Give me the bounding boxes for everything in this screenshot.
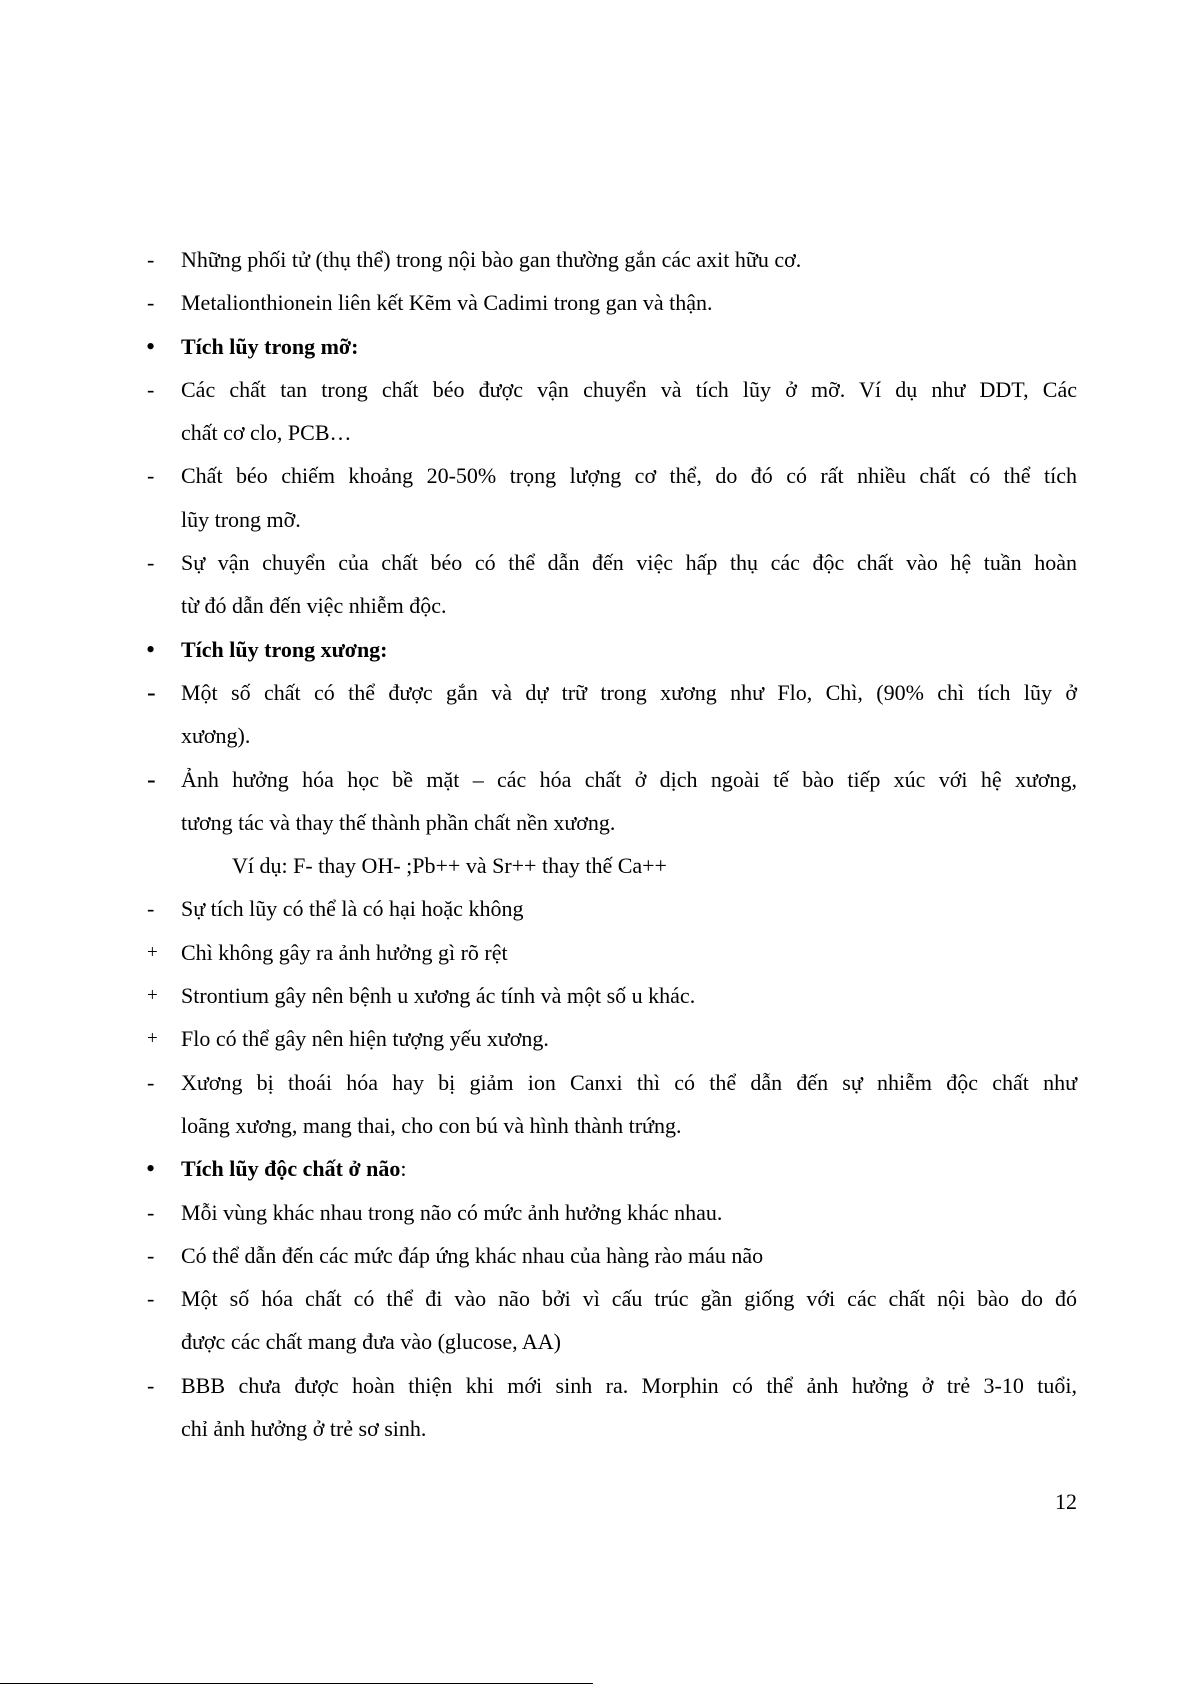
list-item [147,1364,1077,1407]
dash-marker: - [147,896,155,922]
example-text: Ví dụ: F- thay OH- ;Pb++ và Sr++ thay thế Ca++ [232,853,667,879]
list-item [147,454,1077,497]
list-item-continuation [147,714,1077,757]
line-text: chỉ ảnh hưởng ở trẻ sơ sinh. [181,1416,427,1442]
list-item [147,671,1077,714]
line-text: tương tác và thay thế thành phần chất nền xương. [181,809,616,835]
footer-divider [0,1683,593,1684]
dash-marker: - [147,463,155,489]
list-item-continuation [147,801,1077,844]
list-item [147,887,1077,930]
dash-marker: - [147,1069,155,1095]
plus-marker: + [147,985,158,1007]
section-heading [147,628,1077,671]
line-text: Xương bị thoái hóa hay bị giảm ion Canxi thì có thể dẫn đến sự nhiễm độc chất như [181,1069,1077,1095]
section-heading [147,325,1077,368]
dash-marker: - [147,1242,155,1268]
line-text: Strontium gây nên bệnh u xương ác tính và một số u khác. [181,983,696,1009]
dash-marker: - [147,290,155,316]
list-item [147,281,1077,324]
list-item-continuation [147,1407,1077,1450]
dash-marker: - [147,550,155,576]
line-text: Mỗi vùng khác nhau trong não có mức ảnh hưởng khác nhau. [181,1199,723,1225]
heading-line [181,1147,1077,1190]
line-text: Chất béo chiếm khoảng 20-50% trọng lượng cơ thể, do đó có rất nhiều chất có thể tích [181,463,1077,489]
dash-marker: - [147,376,155,402]
heading-colon: : [400,1156,407,1182]
line-text: lũy trong mỡ. [181,506,301,532]
line-text: BBB chưa được hoàn thiện khi mới sinh ra. Morphin có thể ảnh hưởng ở trẻ 3-10 tuổi, [181,1372,1077,1398]
heading-text: Tích lũy trong xương: [181,636,388,662]
list-item-continuation [147,584,1077,627]
bullet-marker: • [146,1154,156,1184]
line-text: từ đó dẫn đến việc nhiễm độc. [181,593,447,619]
list-item [147,541,1077,584]
line-text: Flo có thể gây nên hiện tượng yếu xương. [181,1026,549,1052]
example-line [147,844,1077,887]
line-text: được các chất mang đưa vào (glucose, AA) [181,1329,562,1355]
line-text: Có thể dẫn đến các mức đáp ứng khác nhau của hàng rào máu não [181,1242,764,1268]
list-item [147,1061,1077,1104]
sub-list-item [147,931,1077,974]
line-text: Các chất tan trong chất béo được vận chuyển và tích lũy ở mỡ. Ví dụ như DDT, Các [181,376,1077,402]
dash-marker: - [147,1286,155,1312]
dash-marker: - [147,1199,155,1225]
heading-text: Tích lũy trong mỡ: [181,333,359,359]
line-text: xương). [181,723,251,749]
line-text: Sự tích lũy có thể là có hại hoặc không [181,896,524,922]
bullet-marker: • [146,634,156,664]
section-heading [147,1147,1077,1190]
line-text: loãng xương, mang thai, cho con bú và hình thành trứng. [181,1112,682,1138]
list-item-continuation [147,1320,1077,1363]
list-item [147,368,1077,411]
sub-list-item [147,1017,1077,1060]
list-item [147,1191,1077,1234]
heading-text: Tích lũy độc chất ở não [181,1156,401,1182]
line-text: Những phối tử (thụ thể) trong nội bào gan thường gắn các axit hữu cơ. [181,247,802,272]
plus-marker: + [147,941,158,963]
list-item-continuation [147,498,1077,541]
line-text: Một số hóa chất có thể đi vào não bởi vì cấu trúc gần giống với các chất nội bào do đó [181,1286,1077,1312]
line-text: Một số chất có thể được gắn và dự trữ trong xương như Flo, Chì, (90% chì tích lũy ở [181,679,1077,705]
list-item [147,238,1077,281]
dash-marker: - [147,1372,155,1398]
line-text: chất cơ clo, PCB… [181,420,352,446]
body-text [147,238,1077,1450]
list-item-continuation [147,1104,1077,1147]
line-text: Ảnh hưởng hóa học bề mặt – các hóa chất ở dịch ngoài tế bào tiếp xúc với hệ xương, [181,766,1077,792]
dash-marker: - [147,677,156,707]
bullet-marker: • [146,331,156,361]
sub-list-item [147,974,1077,1017]
line-text: Metalionthionein liên kết Kẽm và Cadimi trong gan và thận. [181,290,713,316]
list-item [147,1277,1077,1320]
page-number: 12 [1055,1489,1077,1514]
list-item-continuation [147,411,1077,454]
line-text: Chì không gây ra ảnh hưởng gì rõ rệt [181,939,508,965]
list-item [147,758,1077,801]
dash-marker: - [147,247,155,272]
dash-marker: - [147,764,156,794]
plus-marker: + [147,1028,158,1050]
line-text: Sự vận chuyển của chất béo có thể dẫn đến việc hấp thụ các độc chất vào hệ tuần hoàn [181,550,1077,576]
list-item [147,1234,1077,1277]
